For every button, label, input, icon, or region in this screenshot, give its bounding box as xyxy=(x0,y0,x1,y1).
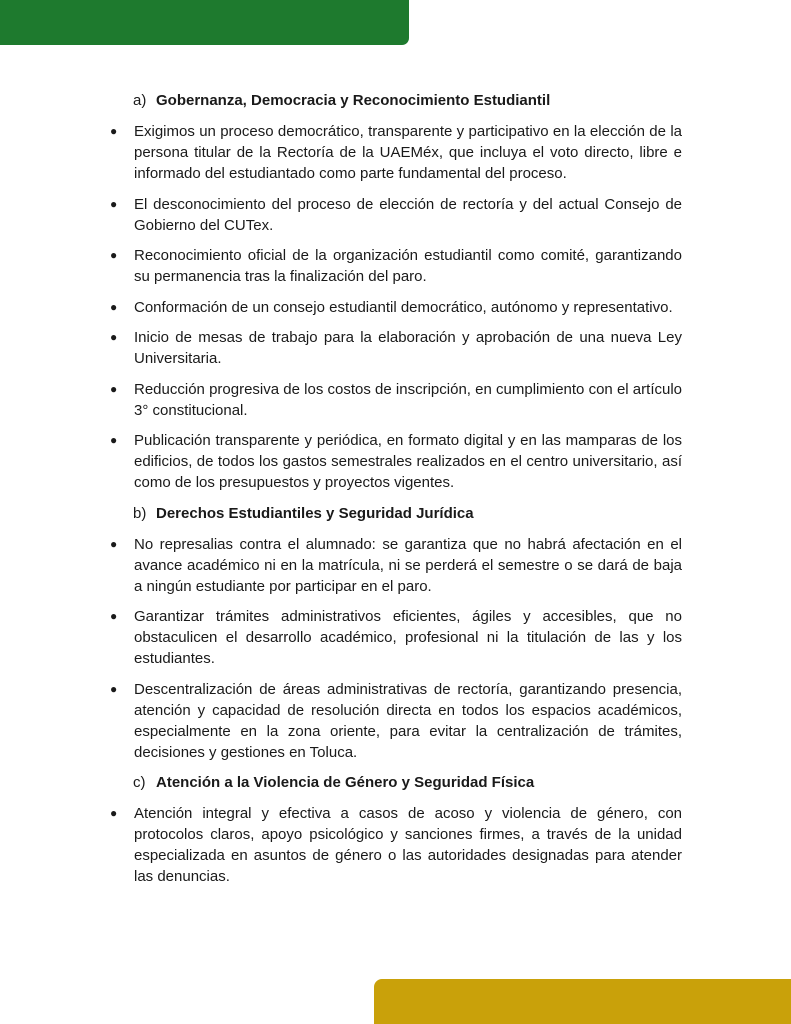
list-item: ● Descentralización de áreas administrativas de rectoría, garantizando presencia, atención y capacidad de resolución directa en todos los espacios académicos, especialmente en la zona oriente, para evitar la centralización de trámites, decisiones y gestiones en Toluca. xyxy=(110,680,682,761)
bullet-icon: ● xyxy=(110,248,118,262)
list-item: ● Atención integral y efectiva a casos de acoso y violencia de género, con protocolos claros, apoyo psicológico y sanciones firmes, a través de la unidad especializada en asuntos de género o las autoridades designadas para atender las denuncias. xyxy=(110,805,682,885)
section-c-list xyxy=(108,803,682,887)
list-item: ● No represalias contra el alumnado: se garantiza que no habrá afectación en el avance académico ni en la matrícula, ni se perderá el semestre o se dará de baja a ningún estudiante por participar en el paro. xyxy=(110,535,682,595)
section-b-list xyxy=(108,534,682,763)
list-item: ● Garantizar trámites administrativos eficientes, ágiles y accesibles, que no obstaculicen el desarrollo académico, profesional ni la titulación de las y los estudiantes. xyxy=(110,608,682,667)
list-item: ● Reducción progresiva de los costos de inscripción, en cumplimiento con el artículo 3° constitucional. xyxy=(110,380,682,419)
bullet-icon: ● xyxy=(110,124,118,138)
bullet-icon: ● xyxy=(110,681,118,696)
document-body xyxy=(108,90,682,897)
list-item: ● Inicio de mesas de trabajo para la elaboración y aprobación de una nueva Ley Universitaria. xyxy=(110,329,682,367)
bullet-icon: ● xyxy=(110,299,118,314)
section-heading-b xyxy=(133,503,682,524)
bullet-icon: ● xyxy=(110,196,118,211)
section-title: Derechos Estudiantiles y Seguridad Jurídica xyxy=(156,504,474,522)
list-item: ● Reconocimiento oficial de la organización estudiantil como comité, garantizando su permanencia tras la finalización del paro. xyxy=(110,247,682,285)
section-title: Gobernanza, Democracia y Reconocimiento Estudiantil xyxy=(156,92,551,109)
section-letter: b) xyxy=(133,504,147,522)
bullet-icon: ● xyxy=(110,536,118,551)
list-item: ● Publicación transparente y periódica, en formato digital y en las mamparas de los edificios, de todos los gastos semestrales realizados en el centro universitario, así como de los presupuestos y proyectos vigentes. xyxy=(110,432,682,491)
bullet-icon: ● xyxy=(110,806,118,820)
bullet-icon: ● xyxy=(110,609,118,623)
section-title: Atención a la Violencia de Género y Seguridad Física xyxy=(156,774,535,791)
list-item: ● El desconocimiento del proceso de elección de rectoría y del actual Consejo de Gobierno del CUTex. xyxy=(110,195,682,234)
list-item: ● Exigimos un proceso democrático, transparente y participativo en la elección de la persona titular de la Rectoría de la UAEMéx, que incluya el voto directo, libre e informado del estudiantado como parte fundamental del proceso. xyxy=(110,123,682,182)
top-green-bar xyxy=(0,0,409,45)
bullet-icon: ● xyxy=(110,330,118,344)
bullet-icon: ● xyxy=(110,433,118,447)
section-letter: a) xyxy=(133,92,147,109)
section-heading-c xyxy=(133,772,682,793)
list-item: ● Conformación de un consejo estudiantil democrático, autónomo y representativo. xyxy=(110,298,673,316)
bottom-gold-bar xyxy=(374,979,791,1024)
section-a-list xyxy=(108,121,682,493)
section-letter: c) xyxy=(133,774,146,791)
section-heading-a xyxy=(133,90,682,111)
bullet-icon: ● xyxy=(110,381,118,396)
